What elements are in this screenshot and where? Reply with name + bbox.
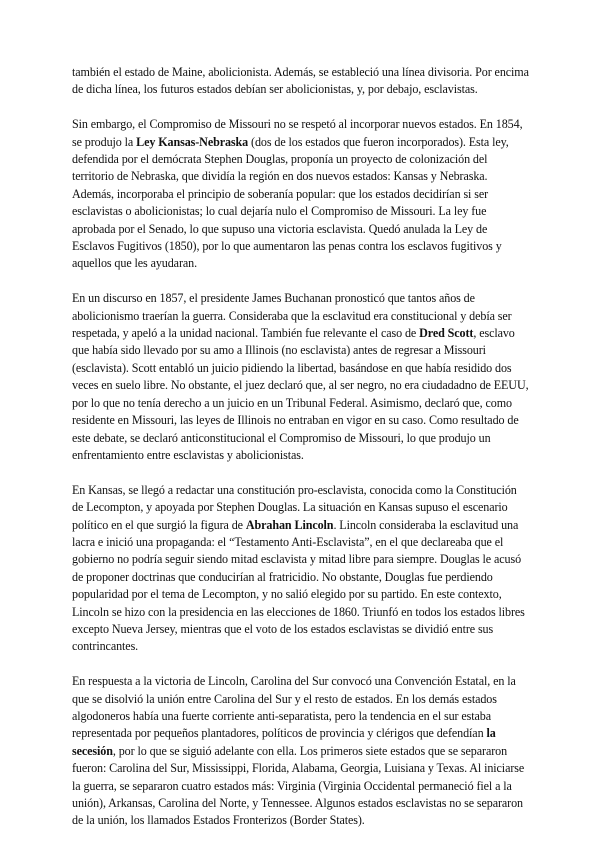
text-run: , por lo que se siguió adelante con ella. Los primeros siete estados que se separaron fueron: Carolina del Sur, Mississippi, Florida, Alabama, Georgia, Luisiana y Texas. Al iniciarse la guerra, se separaron cuatro estados más: Virginia (Virginia Occidental permaneció fiel a la unión), Arkansas, Carolina del Norte, y Tennessee. Algunos estados esclavistas no se separaron de la unión, los llamados Estados Fronterizos (Border States). [72, 743, 525, 828]
bold-term-dred-scott: Dred Scott [419, 326, 474, 341]
paragraph-5 [72, 673, 529, 830]
text-run: En un discurso en 1857, el presidente James Buchanan pronosticó que tantos años de abolicionismo traerían la guerra. Consideraba que la esclavitud era constitucional y debía ser respetada, y apeló a la unidad nacional. También fue relevante el caso de [72, 291, 512, 341]
paragraph-4 [72, 482, 529, 656]
paragraph-2 [72, 116, 529, 273]
text-run: Sin embargo, el Compromiso de Missouri no se respetó al incorporar nuevos estados. En 1854, se produjo la [72, 117, 523, 149]
bold-term-abrahan-lincoln: Abrahan Lincoln [245, 517, 334, 532]
paragraph-1 [72, 64, 529, 99]
text-run: En Kansas, se llegó a redactar una constitución pro-esclavista, conocida como la Constitución de Lecompton, y apoyada por Stephen Douglas. La situación en Kansas supuso el escenario político en el que surgió la figura de [72, 482, 517, 532]
text-run: , esclavo que había sido llevado por su amo a Illinois (no esclavista) antes de regresar a Missouri (esclavista). Scott entabló un juicio pidiendo la libertad, basándose en que había residido dos veces en suelo libre. No obstante, el juez declaró que, al ser negro, no era ciudadadno de EEUU, por lo que no tenía derecho a un juicio en un Tribunal Federal. Asimismo, declaró que, como residente en Missouri, las leyes de Illinois no entraban en vigor en su caso. Como resultado de este debate, se declaró anticonstitucional el Compromiso de Missouri, lo que produjo un enfrentamiento entre esclavistas y abolicionistas. [72, 326, 529, 462]
text-run: En respuesta a la victoria de Lincoln, Carolina del Sur convocó una Convención Estatal, en la que se disolvió la unión entre Carolina del Sur y el resto de estados. En los demás estados algodoneros había una fuerte corriente anti-separatista, pero la tendencia en el sur estaba representada por pequeños plantadores, políticos de provincia y clérigos que defendían [72, 674, 516, 741]
bold-term-la-secesion: la secesión [72, 726, 496, 758]
text-run: (dos de los estados que fueron incorporados). Esta ley, defendida por el demócrata Stephen Douglas, proponía un proyecto de colonización del territorio de Nebraska, que dividía la región en dos nuevos estados: Kansas y Nebraska. Además, incorporaba el principio de soberanía popular: que los estados decidirían si ser esclavistas o abolicionistas; lo cual dejaría nulo el Compromiso de Missouri. La ley fue aprobada por el Senado, lo que supuso una victoria esclavista. Quedó anulada la Ley de Esclavos Fugitivos (1850), por lo que aumentaron las penas contra los esclavos fugitivos y aquellos que les ayudaran. [72, 134, 509, 271]
bold-term-ley-kansas-nebraska: Ley Kansas-Nebraska [136, 134, 249, 149]
text-run: . Lincoln consideraba la esclavitud una lacra e inició una propaganda: el “Testamento Anti-Esclavista”, en el que declareaba que el gobierno no podría seguir siendo mitad esclavista y mitad libre para siempre. Douglas le acusó de proponer doctrinas que conducirían al fratricidio. No obstante, Douglas fue perdiendo popularidad por el tema de Lecompton, y no salió elegido por su partido. En este contexto, Lincoln se hizo con la presidencia en las elecciones de 1860. Triunfó en todos los estados libres excepto Nueva Jersey, mientras que el voto de los estados esclavistas se dividió entre sus contrincantes. [72, 517, 525, 654]
document-page [72, 64, 529, 847]
paragraph-3 [72, 290, 529, 464]
text-run: también el estado de Maine, abolicionista. Además, se estableció una línea divisoria. Por encima de dicha línea, los futuros estados debían ser abolicionistas, y, por debajo, esclavistas. [72, 65, 529, 97]
